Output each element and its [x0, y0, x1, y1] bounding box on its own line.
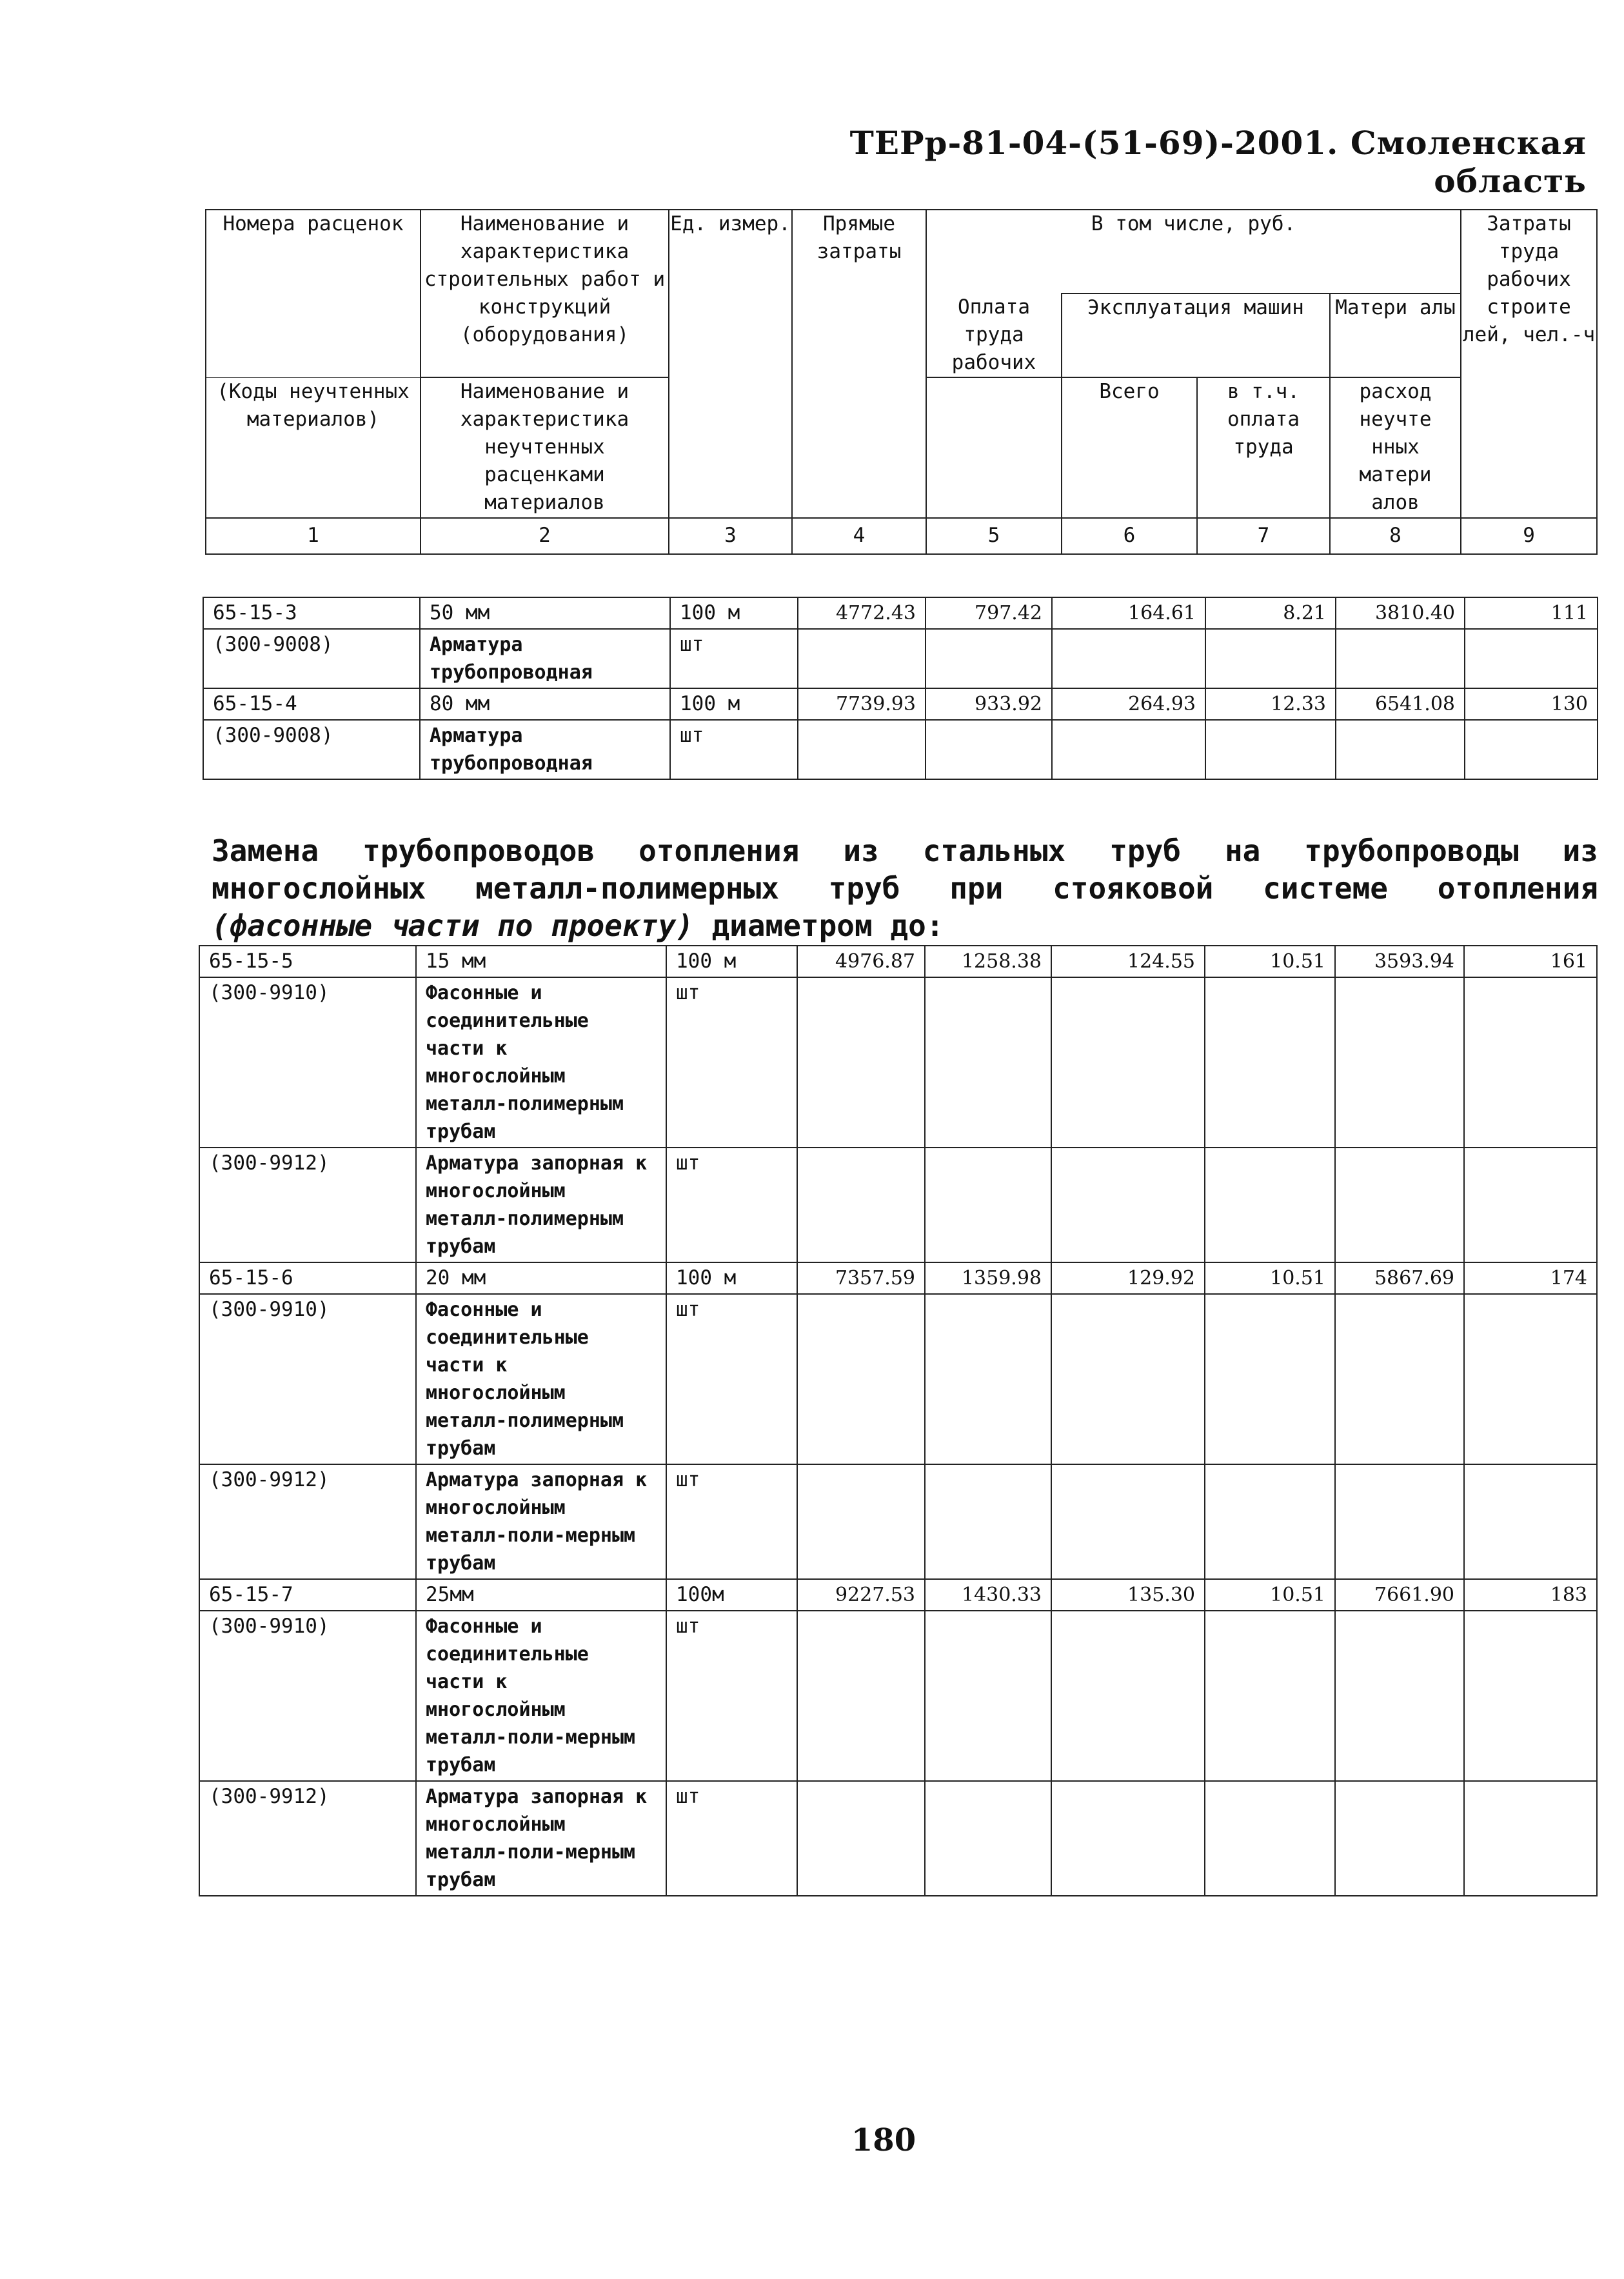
cell-direct: 7357.59: [797, 1262, 925, 1294]
cell-machines-labor: [1205, 629, 1336, 688]
cell-materials: 3810.40: [1336, 597, 1465, 629]
header-number: 3: [669, 518, 792, 554]
cell-name: 80 мм: [420, 688, 670, 720]
material-row: [199, 1464, 1597, 1579]
cell-machines: [1052, 629, 1205, 688]
cell-code: (300-9008): [203, 629, 420, 688]
cell-materials: 5867.69: [1335, 1262, 1464, 1294]
cell-hours: [1464, 1464, 1597, 1579]
cell-machines: [1051, 977, 1205, 1148]
cell-materials: [1335, 1611, 1464, 1781]
cell-machines-labor: [1205, 1781, 1335, 1896]
cell-labor: [925, 1611, 1051, 1781]
header-col3: Ед. измер.: [669, 210, 792, 518]
cell-machines-labor: 8.21: [1205, 597, 1336, 629]
cell-direct: [797, 1464, 925, 1579]
cell-code: 65-15-3: [203, 597, 420, 629]
cell-unit: шт: [670, 720, 798, 779]
cell-direct: [797, 1294, 925, 1464]
cell-code: (300-9912): [199, 1781, 416, 1896]
material-row: [203, 720, 1598, 779]
material-row: [199, 977, 1597, 1148]
cell-machines: [1052, 720, 1205, 779]
cell-hours: [1464, 1611, 1597, 1781]
cell-labor: [925, 1464, 1051, 1579]
cell-direct: 9227.53: [797, 1579, 925, 1611]
cell-machines-labor: 12.33: [1205, 688, 1336, 720]
cell-labor: 797.42: [926, 597, 1052, 629]
cell-unit: шт: [670, 629, 798, 688]
header-number: 6: [1062, 518, 1197, 554]
cell-materials: [1336, 720, 1465, 779]
rate-row: [199, 1579, 1597, 1611]
cell-machines-labor: [1205, 1464, 1335, 1579]
cell-machines-labor: [1205, 1611, 1335, 1781]
cell-labor: [925, 977, 1051, 1148]
cell-materials: 3593.94: [1335, 946, 1464, 977]
cell-direct: [797, 1611, 925, 1781]
rate-row: [199, 1262, 1597, 1294]
cell-name: Фасонные и соединительные части к многослойным металл-полимерным трубам: [416, 977, 666, 1148]
cell-hours: 174: [1464, 1262, 1597, 1294]
section-title-line2: многослойных металл-полимерных труб при стояковой системе отопления: [212, 871, 1598, 906]
cell-direct: 4772.43: [798, 597, 926, 629]
cell-code: 65-15-6: [199, 1262, 416, 1294]
cell-direct: [797, 1781, 925, 1896]
cell-machines: 135.30: [1051, 1579, 1205, 1611]
cell-code: 65-15-4: [203, 688, 420, 720]
header-col8-bottom: расход неучте нных матери алов: [1330, 377, 1461, 518]
section-title-rest: диаметром до:: [693, 908, 944, 943]
cell-name: Арматура трубопроводная: [420, 629, 670, 688]
cell-unit: шт: [666, 1148, 797, 1262]
cell-direct: [798, 720, 926, 779]
material-row: [199, 1294, 1597, 1464]
page-number: 180: [851, 2122, 916, 2158]
cell-machines-labor: [1205, 720, 1336, 779]
header-number: 9: [1461, 518, 1597, 554]
table1-body: [203, 597, 1598, 779]
cell-direct: 7739.93: [798, 688, 926, 720]
header-col1-bottom: (Коды неучтенных материалов): [206, 377, 421, 518]
cell-machines: [1051, 1148, 1205, 1262]
cell-materials: [1335, 1148, 1464, 1262]
rates-table-2: [199, 945, 1598, 1896]
cell-hours: [1465, 629, 1598, 688]
cell-labor: [925, 1148, 1051, 1262]
cell-hours: [1464, 1148, 1597, 1262]
cell-labor: [925, 1781, 1051, 1896]
cell-direct: [797, 977, 925, 1148]
cell-unit: 100 м: [666, 946, 797, 977]
cell-materials: [1335, 977, 1464, 1148]
cell-machines-labor: 10.51: [1205, 1579, 1335, 1611]
cell-code: 65-15-5: [199, 946, 416, 977]
header-col9: Затраты труда рабочих строите лей, чел.-ч: [1461, 210, 1597, 518]
cell-labor: 1430.33: [925, 1579, 1051, 1611]
cell-name: Арматура трубопроводная: [420, 720, 670, 779]
header-col2-top: Наименование и характеристика строительных работ и конструкций (оборудования): [421, 210, 669, 377]
cell-hours: 130: [1465, 688, 1598, 720]
header-table: [205, 209, 1598, 555]
header-col8-top: Матери алы: [1330, 294, 1461, 377]
material-row: [203, 629, 1598, 688]
section-title: [212, 832, 1598, 944]
header-number: 4: [792, 518, 926, 554]
cell-machines: [1051, 1464, 1205, 1579]
cell-direct: [798, 629, 926, 688]
cell-name: Арматура запорная к многослойным металл-полимерным трубам: [416, 1148, 666, 1262]
cell-labor: [926, 629, 1052, 688]
material-row: [199, 1611, 1597, 1781]
cell-code: (300-9008): [203, 720, 420, 779]
table2-body: [199, 946, 1597, 1896]
cell-hours: [1465, 720, 1598, 779]
section-title-italic: (фасонные части по проекту): [212, 908, 694, 943]
cell-unit: 100 м: [666, 1262, 797, 1294]
cell-materials: [1335, 1781, 1464, 1896]
cell-machines: [1051, 1611, 1205, 1781]
cell-machines-labor: 10.51: [1205, 946, 1335, 977]
cell-hours: [1464, 977, 1597, 1148]
header-col7: в т.ч. оплата труда: [1197, 377, 1330, 518]
cell-unit: шт: [666, 1294, 797, 1464]
header-col1-top: Номера расценок: [206, 210, 421, 377]
cell-machines-labor: [1205, 1148, 1335, 1262]
cell-direct: 4976.87: [797, 946, 925, 977]
rate-row: [199, 946, 1597, 977]
cell-labor: [925, 1294, 1051, 1464]
header-number: 5: [926, 518, 1062, 554]
header-col6: Всего: [1062, 377, 1197, 518]
cell-code: (300-9912): [199, 1148, 416, 1262]
cell-name: 50 мм: [420, 597, 670, 629]
cell-unit: шт: [666, 1781, 797, 1896]
cell-hours: [1464, 1294, 1597, 1464]
header-number: 7: [1197, 518, 1330, 554]
cell-unit: шт: [666, 1464, 797, 1579]
cell-materials: [1336, 629, 1465, 688]
cell-materials: 7661.90: [1335, 1579, 1464, 1611]
header-number: 8: [1330, 518, 1461, 554]
cell-name: Фасонные и соединительные части к многослойным металл-поли-мерным трубам: [416, 1611, 666, 1781]
cell-name: 25мм: [416, 1579, 666, 1611]
cell-unit: 100 м: [670, 688, 798, 720]
cell-machines-labor: 10.51: [1205, 1262, 1335, 1294]
header-col4: Прямые затраты: [792, 210, 926, 518]
cell-unit: 100 м: [670, 597, 798, 629]
document-title: ТЕРр-81-04-(51-69)-2001. Смоленская область: [849, 124, 1587, 200]
cell-machines: 124.55: [1051, 946, 1205, 977]
cell-code: (300-9910): [199, 1294, 416, 1464]
material-row: [199, 1781, 1597, 1896]
cell-machines: [1051, 1294, 1205, 1464]
cell-machines: [1051, 1781, 1205, 1896]
header-col67: Эксплуатация машин: [1062, 294, 1330, 377]
header-col5: Оплата труда рабочих: [926, 294, 1062, 377]
cell-labor: 1359.98: [925, 1262, 1051, 1294]
header-number: 1: [206, 518, 421, 554]
cell-labor: 1258.38: [925, 946, 1051, 977]
cell-name: 15 мм: [416, 946, 666, 977]
cell-machines-labor: [1205, 1294, 1335, 1464]
material-row: [199, 1148, 1597, 1262]
header-number: 2: [421, 518, 669, 554]
rate-row: [203, 597, 1598, 629]
header-col2-bottom: Наименование и характеристика неучтенных расценками материалов: [421, 377, 669, 518]
cell-unit: шт: [666, 1611, 797, 1781]
rates-table-1: [203, 597, 1598, 780]
cell-name: 20 мм: [416, 1262, 666, 1294]
cell-machines-labor: [1205, 977, 1335, 1148]
cell-code: (300-9910): [199, 977, 416, 1148]
header-group: В том числе, руб.: [926, 210, 1461, 294]
cell-materials: [1335, 1294, 1464, 1464]
cell-unit: шт: [666, 977, 797, 1148]
cell-code: 65-15-7: [199, 1579, 416, 1611]
cell-name: Фасонные и соединительные части к многослойным металл-полимерным трубам: [416, 1294, 666, 1464]
cell-name: Арматура запорная к многослойным металл-поли-мерным трубам: [416, 1464, 666, 1579]
cell-hours: [1464, 1781, 1597, 1896]
cell-unit: 100м: [666, 1579, 797, 1611]
cell-hours: 183: [1464, 1579, 1597, 1611]
cell-direct: [797, 1148, 925, 1262]
cell-name: Арматура запорная к многослойным металл-поли-мерным трубам: [416, 1781, 666, 1896]
cell-labor: [926, 720, 1052, 779]
cell-hours: 161: [1464, 946, 1597, 977]
cell-machines: 264.93: [1052, 688, 1205, 720]
rate-row: [203, 688, 1598, 720]
cell-materials: 6541.08: [1336, 688, 1465, 720]
cell-code: (300-9910): [199, 1611, 416, 1781]
cell-labor: 933.92: [926, 688, 1052, 720]
cell-machines: 164.61: [1052, 597, 1205, 629]
cell-code: (300-9912): [199, 1464, 416, 1579]
cell-materials: [1335, 1464, 1464, 1579]
cell-machines: 129.92: [1051, 1262, 1205, 1294]
cell-hours: 111: [1465, 597, 1598, 629]
section-title-line1: Замена трубопроводов отопления из стальных труб на трубопроводы из: [212, 833, 1598, 868]
